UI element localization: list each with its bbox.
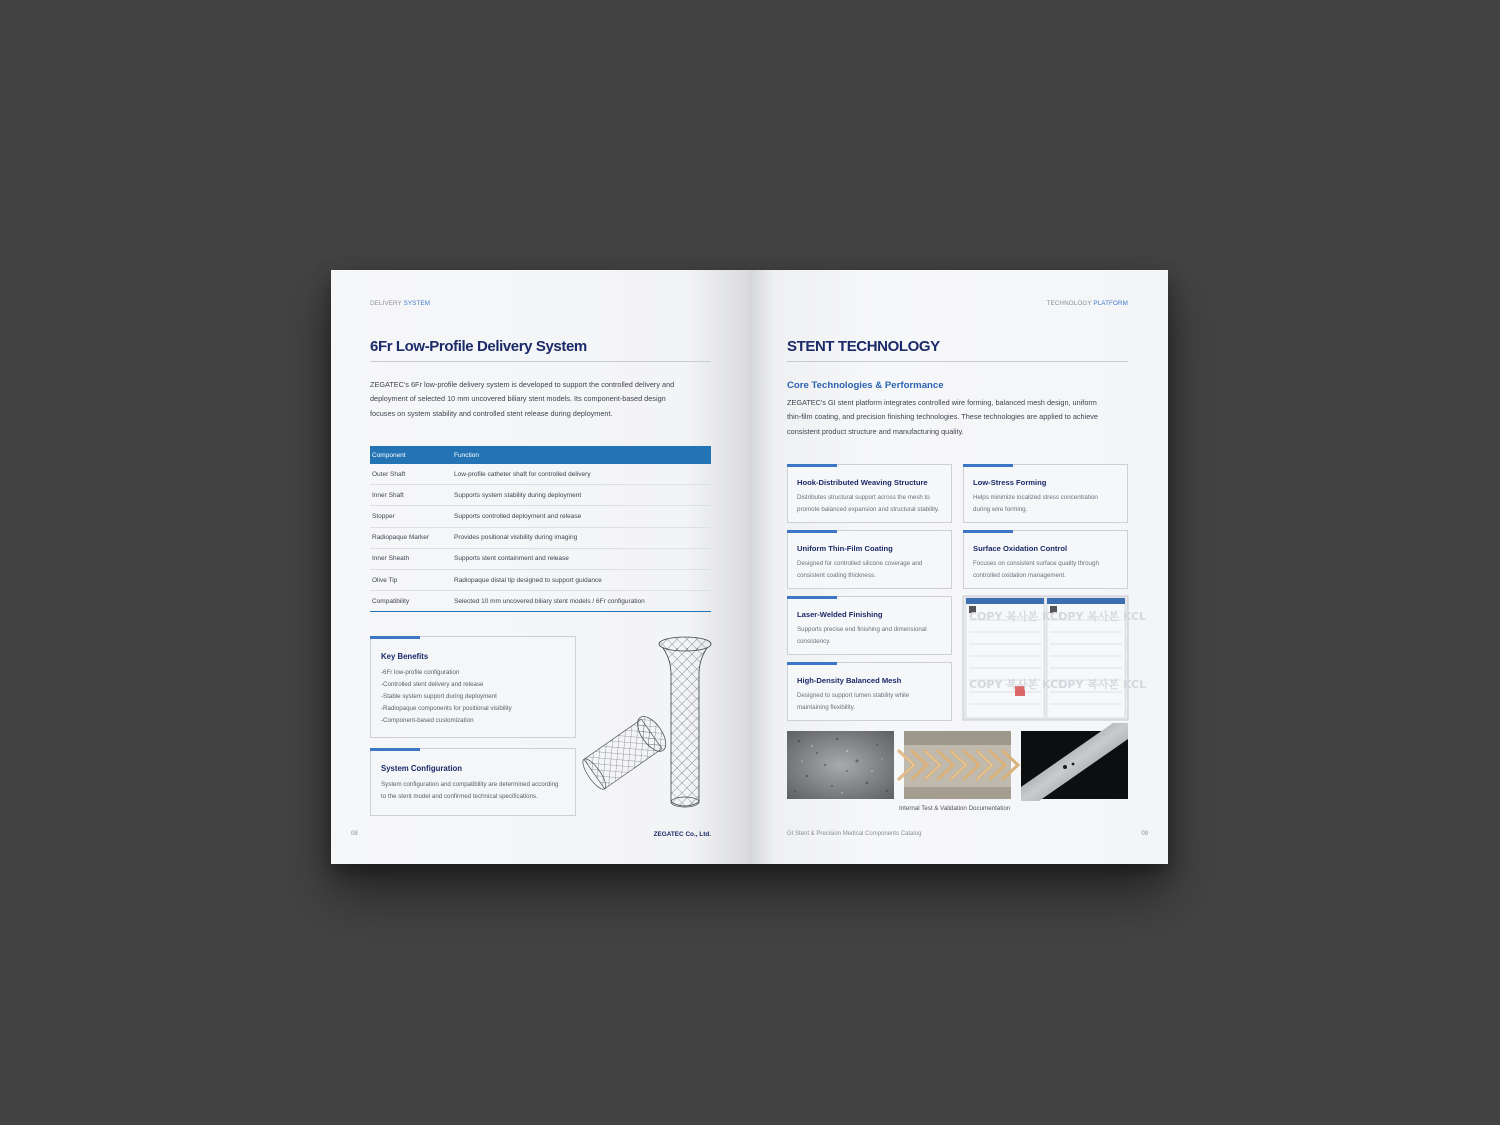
key-benefits-box [370,636,576,738]
text-line: Helps minimize localized stress concentration [973,494,1098,501]
intro-line: deployment of selected 10 mm uncovered biliary stent models. Its component-based design [370,394,666,404]
accent-bar [787,596,837,599]
running-head-prefix: TECHNOLOGY [1046,300,1092,307]
list-item: -Radiopaque components for positional visibility [381,705,512,712]
table-row [370,485,711,506]
page-title: 6Fr Low-Profile Delivery System [370,338,587,355]
text-line: consistent coating thickness. [797,572,876,579]
table-header-row [370,446,711,464]
intro-line: consistent product structure and manufacturing quality. [787,426,964,436]
table-row [370,569,711,590]
table-cell: Inner Sheath [370,548,452,569]
table-cell: Inner Shaft [370,485,452,506]
watermark-text: COPY 복사본 KCL [969,610,1066,623]
sem-surface-photo [787,731,894,799]
table-cell: Low-profile catheter shaft for controlled delivery [452,464,711,485]
technology-card [963,530,1128,589]
system-configuration-box [370,748,576,816]
text-line: maintaining flexibility. [797,704,856,711]
table-cell: Supports system stability during deployment [452,485,711,506]
technology-card [787,530,952,589]
right-page [749,270,1168,864]
running-head [370,300,430,307]
card-title: Laser-Welded Finishing [797,610,883,619]
card-title: High-Density Balanced Mesh [797,676,902,685]
card-description [797,624,947,648]
card-title: Low-Stress Forming [973,478,1047,487]
certificate-documents-image [963,596,1147,720]
box-title: System Configuration [381,764,463,773]
list-item: -Component-based customization [381,717,474,724]
column-header: Component [370,446,452,464]
intro-paragraph [787,396,1132,439]
technology-card [787,596,952,655]
column-header: Function [452,446,711,464]
page-number: 08 [351,831,358,837]
page-title: STENT TECHNOLOGY [787,338,940,355]
card-title: Hook-Distributed Weaving Structure [797,478,928,487]
table-cell: Supports controlled deployment and release [452,506,711,527]
accent-bar [963,464,1013,467]
text-line: Focuses on consistent surface quality through [973,560,1099,567]
text-line: Designed for controlled silicone coverage and [797,560,923,567]
table-row [370,506,711,527]
running-head [1047,300,1128,307]
box-title: Key Benefits [381,652,429,661]
watermark-text: COPY 복사본 KCL [1050,678,1147,691]
technology-card [787,662,952,721]
table-cell: Radiopaque distal tip designed to support guidance [452,569,711,590]
intro-line: ZEGATEC's 6Fr low-profile delivery system is developed to support the controlled delivery and [370,380,675,389]
technology-card [787,464,952,523]
card-title: Uniform Thin-Film Coating [797,544,893,553]
component-table [370,446,711,612]
wire-sem-photo [1021,731,1128,799]
intro-line: ZEGATEC's GI stent platform integrates controlled wire forming, balanced mesh design, uniform [787,398,1097,407]
intro-paragraph [370,378,715,421]
card-description [973,492,1123,516]
section-subtitle: Core Technologies & Performance [787,380,944,391]
title-divider [787,361,1128,362]
table-cell: Supports stent containment and release [452,548,711,569]
technology-card [963,464,1128,523]
table-cell: Radiopaque Marker [370,527,452,548]
table-cell: Outer Shaft [370,464,452,485]
accent-bar [787,662,837,665]
text-line: consistency. [797,638,831,645]
card-description [973,558,1123,582]
photo-caption: Internal Test & Validation Documentation [899,805,1011,812]
table-row [370,464,711,485]
text-line: promote balanced expansion and structural stability. [797,506,940,513]
list-item: -Controlled stent delivery and release [381,681,484,688]
benefits-list [381,667,512,727]
list-item: -6Fr low-profile configuration [381,669,460,676]
table-cell: Provides positional visibility during imaging [452,527,711,548]
text-line: System configuration and compatibility are determined according [381,781,559,788]
text-line: to the stent model and confirmed technical specifications. [381,793,538,800]
card-title: Surface Oxidation Control [973,544,1068,553]
text-line: controlled oxidation management. [973,572,1066,579]
running-head-highlight: PLATFORM [1093,300,1128,307]
stent-wire-photo [904,731,1011,799]
table-cell: Olive Tip [370,569,452,590]
watermark-text: COPY 복사본 KCL [969,678,1066,691]
table-cell: Selected 10 mm uncovered biliary stent models / 6Fr configuration [452,591,711,612]
card-description [797,558,947,582]
running-head-highlight: SYSTEM [403,300,431,307]
stent-illustration [583,634,723,814]
text-line: Designed to support lumen stability while [797,692,910,699]
catalog-footer: GI Stent & Precision Medical Components Catalog [787,831,922,837]
table-row [370,591,711,612]
watermark-text: COPY 복사본 KCL [1050,610,1147,623]
accent-bar [370,748,420,751]
title-divider [370,361,711,362]
running-head-prefix: DELIVERY [370,300,402,307]
table-cell: Compatibility [370,591,452,612]
accent-bar [963,530,1013,533]
accent-bar [787,464,837,467]
text-line: during wire forming. [973,506,1028,513]
card-description [797,690,947,714]
text-line: Distributes structural support across the mesh to [797,494,930,501]
configuration-text [381,779,558,803]
accent-bar [370,636,420,639]
table-row [370,527,711,548]
table-cell: Stopper [370,506,452,527]
text-line: Supports precise end finishing and dimensional [797,626,927,633]
catalog-spread [331,270,1168,864]
page-number: 09 [1141,831,1148,837]
intro-line: thin-film coating, and precision finishing technologies. These technologies are applied to achieve [787,412,1098,422]
left-page [331,270,749,864]
intro-line: focuses on system stability and controlled stent release during deployment. [370,408,613,418]
brand-footer: ZEGATEC Co., Ltd. [653,831,711,838]
table-row [370,548,711,569]
list-item: -Stable system support during deployment [381,693,497,700]
accent-bar [787,530,837,533]
card-description [797,492,947,516]
